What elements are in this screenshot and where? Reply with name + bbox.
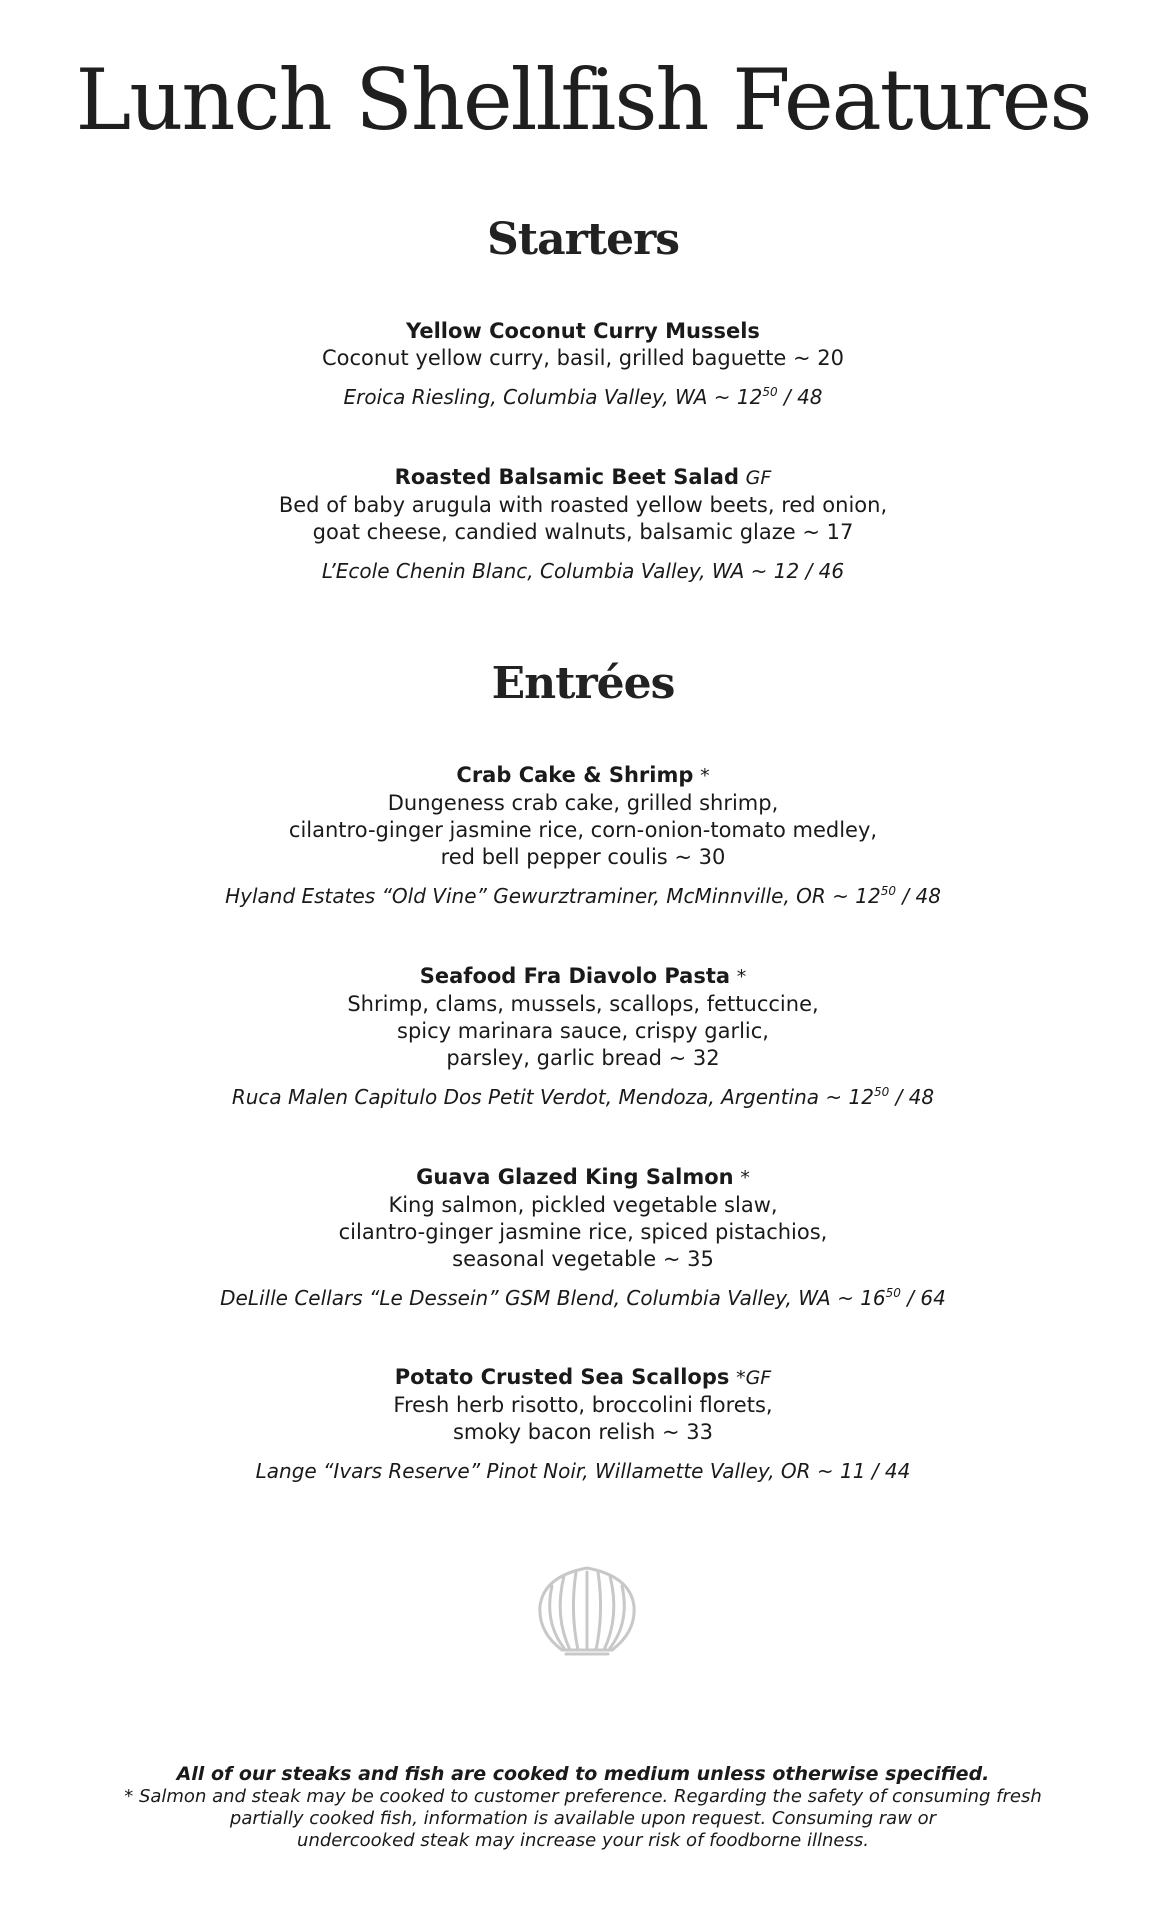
wine-pairing: Eroica Riesling, Columbia Valley, WA ~ $12^{50} / 48$ — [343, 385, 823, 409]
wine-pairing: DeLille Cellars “Le Dessein” GSM Blend, Columbia Valley, WA ~ $16^{50} / 64$ — [220, 1286, 946, 1310]
item-description: Dungeness crab cake, grilled shrimp, — [387, 791, 779, 815]
cooking-note: All of our steaks and fish are cooked to medium unless otherwise specified. — [176, 1763, 990, 1785]
item-description: parsley, garlic bread ~ 32 — [446, 1046, 720, 1070]
section-heading-entrees: Entrées — [491, 658, 675, 709]
wine-pairing: L’Ecole Chenin Blanc, Columbia Valley, WA ~ 12 / 46 — [321, 559, 845, 583]
dietary-tag: * — [740, 1167, 750, 1189]
item-description: Fresh herb risotto, broccolini florets, — [393, 1393, 773, 1417]
safety-note-line: * Salmon and steak may be cooked to customer preference. Regarding the safety of consuming fresh — [124, 1786, 1042, 1807]
scallop-shell-icon — [532, 1562, 642, 1658]
safety-note-line: undercooked steak may increase your risk of foodborne illness. — [297, 1830, 869, 1851]
menu-item — [0, 318, 1166, 411]
menu-item — [0, 1364, 1166, 1485]
page-title: Lunch Shellfish Features — [75, 51, 1091, 149]
item-description: goat cheese, candied walnuts, balsamic glaze ~ 17 — [312, 520, 854, 544]
item-description: smoky bacon relish ~ 33 — [452, 1420, 714, 1444]
footer-disclaimer — [0, 1762, 1166, 1852]
menu-item — [0, 963, 1166, 1111]
item-description: King salmon, pickled vegetable slaw, — [388, 1193, 778, 1217]
item-name: Crab Cake & Shrimp — [456, 763, 694, 787]
item-description: Bed of baby arugula with roasted yellow beets, red onion, — [278, 493, 888, 517]
item-name: Guava Glazed King Salmon — [416, 1165, 734, 1189]
item-description: Coconut yellow curry, basil, grilled baguette ~ 20 — [321, 346, 845, 370]
section-heading-starters: Starters — [486, 214, 680, 265]
item-description: spicy marinara sauce, crispy garlic, — [397, 1019, 769, 1043]
menu-item — [0, 762, 1166, 910]
dietary-tag: * — [736, 966, 747, 988]
item-description: cilantro-ginger jasmine rice, spiced pistachios, — [338, 1220, 828, 1244]
item-description: red bell pepper coulis ~ 30 — [440, 845, 726, 869]
wine-pairing: Ruca Malen Capitulo Dos Petit Verdot, Mendoza, Argentina ~ $12^{50} / 48$ — [231, 1085, 935, 1109]
menu-item — [0, 464, 1166, 585]
item-description: Shrimp, clams, mussels, scallops, fettuccine, — [347, 992, 819, 1016]
item-description: seasonal vegetable ~ 35 — [452, 1247, 714, 1271]
menu-item — [0, 1164, 1166, 1312]
dietary-tag: * — [700, 765, 710, 787]
item-name: Seafood Fra Diavolo Pasta — [419, 964, 731, 988]
item-name: Potato Crusted Sea Scallops — [394, 1365, 730, 1389]
dietary-tag: GF — [745, 467, 772, 489]
wine-pairing: Hyland Estates “Old Vine” Gewurztraminer, McMinnville, OR ~ $12^{50} / 48$ — [225, 884, 941, 908]
item-name: Yellow Coconut Curry Mussels — [406, 319, 760, 343]
item-name: Roasted Balsamic Beet Salad — [394, 465, 739, 489]
safety-note-line: partially cooked fish, information is available upon request. Consuming raw or — [229, 1808, 937, 1829]
dietary-tag: *GF — [736, 1367, 772, 1389]
wine-pairing: Lange “Ivars Reserve” Pinot Noir, Willamette Valley, OR ~ 11 / 44 — [255, 1459, 911, 1483]
item-description: cilantro-ginger jasmine rice, corn-onion-tomato medley, — [288, 818, 878, 842]
